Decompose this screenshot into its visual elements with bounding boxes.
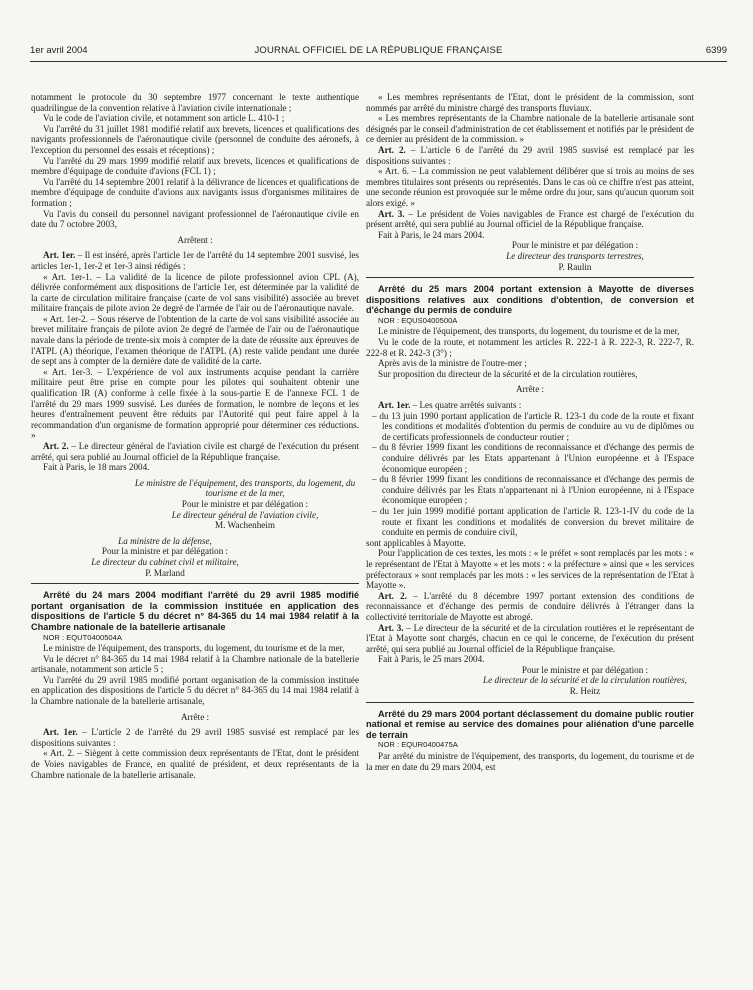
decree-list — [366, 411, 694, 538]
paragraph: « Les membres représentants de l'Etat, dont le président de la commission, sont nommés par arrêté du ministre chargé des transports fluviaux. — [366, 92, 694, 113]
header-rule — [30, 61, 727, 62]
section-divider — [31, 583, 359, 584]
page-header — [30, 45, 727, 59]
decree-title: Arrêté du 25 mars 2004 portant extension à Mayotte de diverses dispositions relatives aux conditions d'obtention, de conversion et d'échange du permis de conduire — [366, 284, 694, 316]
paragraph: notamment le protocole du 30 septembre 1977 concernant le texte authentique quadrilingue de la convention relative à l'aviation civile internationale ; — [31, 92, 359, 113]
paragraph: Vu l'arrêté du 14 septembre 2001 relatif à la délivrance de licences et qualifications de membre d'équipage de conduite d'avions aux navigants issus d'organismes militaires de formation ; — [31, 176, 359, 208]
article-label: Art. 2. — [43, 441, 69, 451]
signatory-title: Le ministre de l'équipement, des transports, du logement, du tourisme et de la mer, — [134, 477, 356, 499]
article-3 — [366, 623, 694, 655]
arretent-heading: Arrêtent : — [177, 234, 213, 245]
section-divider — [366, 702, 694, 703]
signatory-delegation: Pour le ministre et par délégation : — [181, 498, 309, 509]
signatory-delegation: Pour la ministre et par délégation : — [101, 546, 229, 557]
decree-title: Arrêté du 29 mars 2004 portant déclassement du domaine public routier national et remise au service des domaines pour aliénation d'une parcelle de terrain — [366, 708, 694, 740]
arrete-heading: Arrête : — [515, 384, 545, 395]
right-column — [366, 92, 694, 772]
paragraph: Vu le décret n° 84-365 du 14 mai 1984 relatif à la Chambre nationale de la batellerie artisanale, notamment son article 5 ; — [31, 653, 359, 675]
signatory-name: P. Raulin — [558, 261, 592, 272]
signatory-name: R. Heitz — [569, 686, 601, 697]
fait-a-paris: Fait à Paris, le 24 mars 2004. — [378, 229, 485, 240]
article-2-quote: « Art. 2. – Siègent à cette commission deux représentants de l'Etat, dont le président de Voies navigables de France, en qualité de président, et deux représentants de la Chambre nationale de la batellerie artisanale. — [31, 748, 359, 780]
article-text: – L'arrêté du 8 décembre 1997 portant extension des conditions de reconnaissance et d'échange des permis de conduire délivrés à l'étranger dans la collectivité territoriale de Mayotte est abrogé. — [366, 590, 694, 622]
signatory-name: P. Marland — [145, 567, 185, 578]
fait-a-paris: Fait à Paris, le 25 mars 2004. — [378, 654, 485, 665]
paragraph: Sur proposition du directeur de la sécurité et de la circulation routières, — [378, 368, 638, 379]
list-item: – du 13 juin 1990 portant application de l'article R. 123-1 du code de la route et fixant les conditions et modalités d'obtention du permis de conduire au vu de diplômes ou de certificats professionnels de conducteur routier ; — [372, 410, 694, 442]
article-label: Art. 2. — [378, 144, 406, 155]
signatory-delegation: Pour le ministre et par délégation : — [521, 664, 649, 675]
article-label: Art. 1er. — [43, 727, 78, 738]
signatory-role: Le directeur de la sécurité et de la circulation routières, — [483, 675, 687, 686]
paragraph: Vu l'arrêté du 29 avril 1985 modifié portant organisation de la commission instituée en application des dispositions de l'article 5 du décret n° 84-365 du 14 mai 1984 relatif à la Chambre nationale de la batellerie artisanale, — [31, 674, 359, 707]
article-text: – Les quatre arrêtés suivants : — [410, 400, 522, 411]
signatory-role: Le directeur des transports terrestres, — [506, 250, 644, 261]
paragraph: « Les membres représentants de la Chambre nationale de la batellerie artisanale sont désignés par le conseil d'administration de cet établissement et notifiés par le président de ce dernier au président de la commission. » — [366, 113, 694, 145]
paragraph: Vu l'avis du conseil du personnel navigant professionnel de l'aéronautique civile en date du 7 octobre 2003, — [31, 208, 359, 230]
article-1-2: « Art. 1er-2. – Sous réserve de l'obtention de la carte de vol sans visibilité associée au brevet militaire français de pilote avion 2e degré de l'armée de l'air ou de l'aéronautique navale dans la période de trente-six mois à compter de la date de réussite aux épreuves de l'ATPL (A) théorique, l'examen théorique de l'ATPL (A) reste valide pendant une durée de sept ans à compter de la dernière date de validité de la carte. — [31, 313, 359, 367]
article-1-3: « Art. 1er-3. – L'expérience de vol aux instruments acquise pendant la carrière militaire peut être prise en compte pour les pilotes qui souhaitent obtenir une qualification IR (A) conforme à celle fixée à la sous-partie E de l'annexe FCL 1 de l'arrêté du 29 mars 1999 susvisé. Les durées de formation, le nombre de leçons et les heures d'entraînement peuvent être réduits par l'Autorité qui peut faire appel à la recommandation d'un organisme de formation approprié pour déterminer ces réductions. » — [31, 366, 359, 441]
paragraph: sont applicables à Mayotte. — [366, 537, 466, 548]
nor-reference: NOR : EQUT0400504A — [43, 632, 122, 642]
signatory-role: Le directeur du cabinet civil et militaire, — [91, 556, 239, 567]
header-date: 1er avril 2004 — [30, 45, 88, 56]
article-label: Art. 1er. — [378, 400, 411, 411]
paragraph: Vu le code de la route, et notamment les articles R. 222-1 à R. 222-3, R. 222-7, R. 222-8 et R. 242-3 (3°) ; — [366, 337, 694, 358]
list-item: – du 8 février 1999 fixant les conditions de reconnaissance et d'échange des permis de conduire délivrés par les Etats appartenant à l'Union européenne et à l'Espace économique européen ; — [372, 442, 694, 474]
fait-a-paris: Fait à Paris, le 18 mars 2004. — [43, 462, 150, 473]
paragraph: Vu le code de l'aviation civile, et notamment son article L. 410-1 ; — [43, 113, 285, 124]
section-divider — [366, 277, 694, 278]
article-text: – L'article 2 de l'arrêté du 29 avril 1985 susvisé est remplacé par les dispositions suivantes : — [31, 727, 359, 748]
article-text: – L'article 6 de l'arrêté du 29 avril 1985 susvisé est remplacé par les dispositions suivantes : — [366, 144, 694, 166]
signatory-delegation: Pour le ministre et par délégation : — [511, 240, 639, 251]
paragraph: Vu l'arrêté du 29 mars 1999 modifié relatif aux brevets, licences et qualifications de membre d'équipage de conduite d'avions (FCL 1) ; — [31, 155, 359, 177]
paragraph: Vu l'arrêté du 31 juillet 1981 modifié relatif aux brevets, licences et qualifications des navigants professionnels de l'aéronautique civile (personnel de conduite des aéronefs, à l'exception du personnel des essais et réceptions) ; — [31, 123, 359, 155]
article-1-1: « Art. 1er-1. – La validité de la licence de pilote professionnel avion CPL (A), délivrée conformément aux dispositions de l'article 1er, est déterminée par la validité de la carte de circulation militaire française (carte de vol sans visibilité) associée au brevet militaire français de pilote avion 2e degré de l'armée de l'air ou de l'aéronautique navale. — [31, 271, 359, 314]
article-label: Art. 3. — [378, 622, 404, 633]
paragraph: Le ministre de l'équipement, des transports, du logement, du tourisme et de la mer, — [43, 643, 345, 654]
article-text: – Le président de Voies navigables de France est chargé de l'exécution du présent arrêté, qui sera publié au Journal officiel de la République française. — [366, 208, 695, 230]
signatory-title: La ministre de la défense, — [118, 535, 212, 546]
list-item: – du 1er juin 1999 modifié portant application de l'article R. 123-1-IV du code de la route et fixant les conditions et modalités de conversion du brevet militaire de conduite en permis de conduire civil, — [372, 505, 694, 538]
left-column — [31, 92, 359, 780]
paragraph: Le ministre de l'équipement, des transports, du logement, du tourisme et de la mer, — [378, 326, 680, 337]
paragraph: Par arrêté du ministre de l'équipement, des transports, du logement, du tourisme et de la mer en date du 29 mars 2004, est — [366, 751, 694, 772]
paragraph: Pour l'application de ces textes, les mots : « le préfet » sont remplacés par les mots : « le représentant de l'Etat à Mayotte » et les mots : « la préfecture » ainsi que « les services préfectoraux » sont remplacés par les mots : « les services de la représentation de l'Etat à Mayotte ». — [366, 548, 694, 591]
arrete-heading: Arrête : — [180, 711, 210, 722]
article-label: Art. 1er. — [43, 250, 76, 261]
article-text: – Il est inséré, après l'article 1er de l'arrêté du 14 septembre 2001 susvisé, les articles 1er-1, 1er-2 et 1er-3 ainsi rédigés : — [31, 250, 359, 271]
article-2 — [366, 145, 694, 166]
nor-reference: NOR : EQUS0400500A — [378, 315, 458, 325]
signatory-role: Le directeur général de l'aviation civile, — [171, 509, 319, 520]
article-label: Art. 3. — [378, 208, 405, 219]
signatory-name: M. Wachenheim — [215, 520, 275, 531]
article-text: – Le directeur général de l'aviation civile est chargé de l'exécution du présent arrêté, qui sera publié au Journal officiel de la République française. — [31, 441, 359, 462]
article-3 — [366, 209, 694, 230]
journal-title: JOURNAL OFFICIEL DE LA RÉPUBLIQUE FRANÇAISE — [254, 45, 503, 56]
article-label: Art. 2. — [378, 590, 407, 601]
article-2 — [366, 591, 694, 623]
decree-title: Arrêté du 24 mars 2004 modifiant l'arrêté du 29 avril 1985 modifié portant organisation de la commission instituée en application des dispositions de l'article 5 du décret n° 84-365 du 14 mai 1984 relatif à la Chambre nationale de la batellerie artisanale — [31, 590, 359, 632]
article-1 — [366, 400, 694, 411]
article-1 — [31, 250, 359, 271]
article-1 — [31, 727, 359, 748]
page-number: 6399 — [705, 45, 727, 56]
article-6-quote: « Art. 6. – La commission ne peut valablement délibérer que si trois au moins de ses membres titulaires sont présents ou représentés. Dans le cas où ce chiffre n'est pas atteint, une seconde réunion est provoquée sur le même ordre du jour, sans qu'aucun quorum soit alors exigé. » — [366, 166, 694, 208]
paragraph: Après avis de la ministre de l'outre-mer ; — [378, 358, 527, 369]
article-2 — [31, 441, 359, 462]
article-text: – Le directeur de la sécurité et de la circulation routières et le représentant de l'Etat à Mayotte sont chargés, chacun en ce qui le concerne, de l'exécution du présent arrêté, qui sera publié au Journal officiel de la République française. — [366, 622, 695, 654]
list-item: – du 8 février 1999 fixant les conditions de reconnaissance et d'échange des permis de conduire délivrés par les Etats n'appartenant ni à l'Union européenne, ni à l'Espace économique européen ; — [372, 474, 694, 506]
nor-reference: NOR : EQUR0400475A — [378, 740, 458, 750]
